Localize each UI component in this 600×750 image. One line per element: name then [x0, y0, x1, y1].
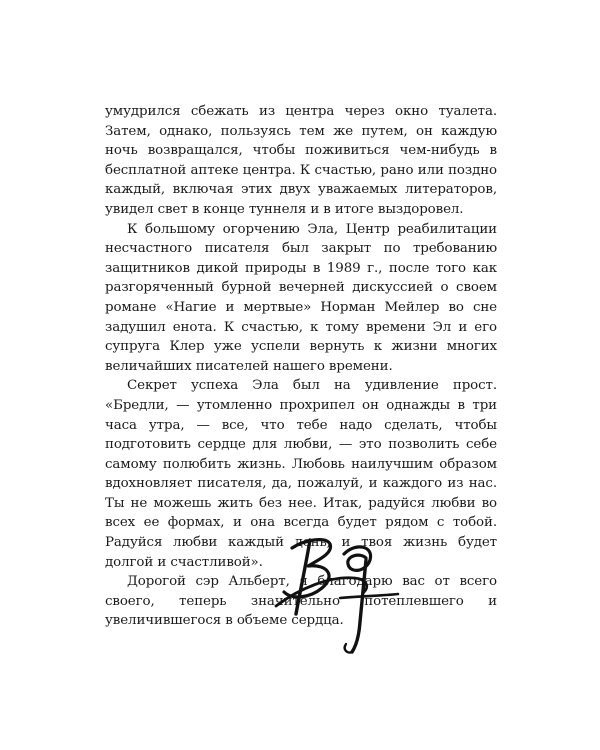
paragraph-secret-of-success: Секрет успеха Эла был на удивление прост. «Бредли, — утомленно прохрипел он однажды в три часа утра, — все, что тебе надо сделать, чтобы подготовить сердце для любви, — это позволить себе самому полюбить жизнь. Любовь наилучшим образом вдохновляет писателя, да, пожалуй, и каждого из нас. Ты не можешь жить без нее. Итак, радуйся любви во всех ее формах, и она всегда будет рядом с тобой. Радуйся любви каждый день, и твоя жизнь будет долгой и счастливой».	[105, 378, 497, 570]
paragraph-continuation: умудрился сбежать из центра через окно туалета. Затем, однако, пользуясь тем же путем, он каждую ночь возвращался, чтобы поживиться чем-нибудь в бесплатной аптеке центра. К счастью, рано или поздно каждый, включая этих двух уважаемых литераторов, увидел свет в конце туннеля и в итоге выздоровел.	[105, 104, 497, 217]
paragraph-center-closure: К большому огорчению Эла, Центр реабилитации несчастного писателя был закрыт по требованию защитников дикой природы в 1989 г., после того как разгоряченный бурной вечерней дискуссией о своем романе «Нагие и мертвые» Норман Мейлер во сне задушил енота. К счастью, к тому времени Эл и его супруга Клер уже успели вернуть к жизни многих величайших писателей нашего времени.	[105, 221, 497, 374]
paragraph-gratitude: Дорогой сэр Альберт, я благодарю вас от всего своего, теперь значительно потеплевшего и увеличившегося в объеме сердца.	[105, 574, 497, 629]
handwritten-signature-icon	[270, 518, 400, 658]
